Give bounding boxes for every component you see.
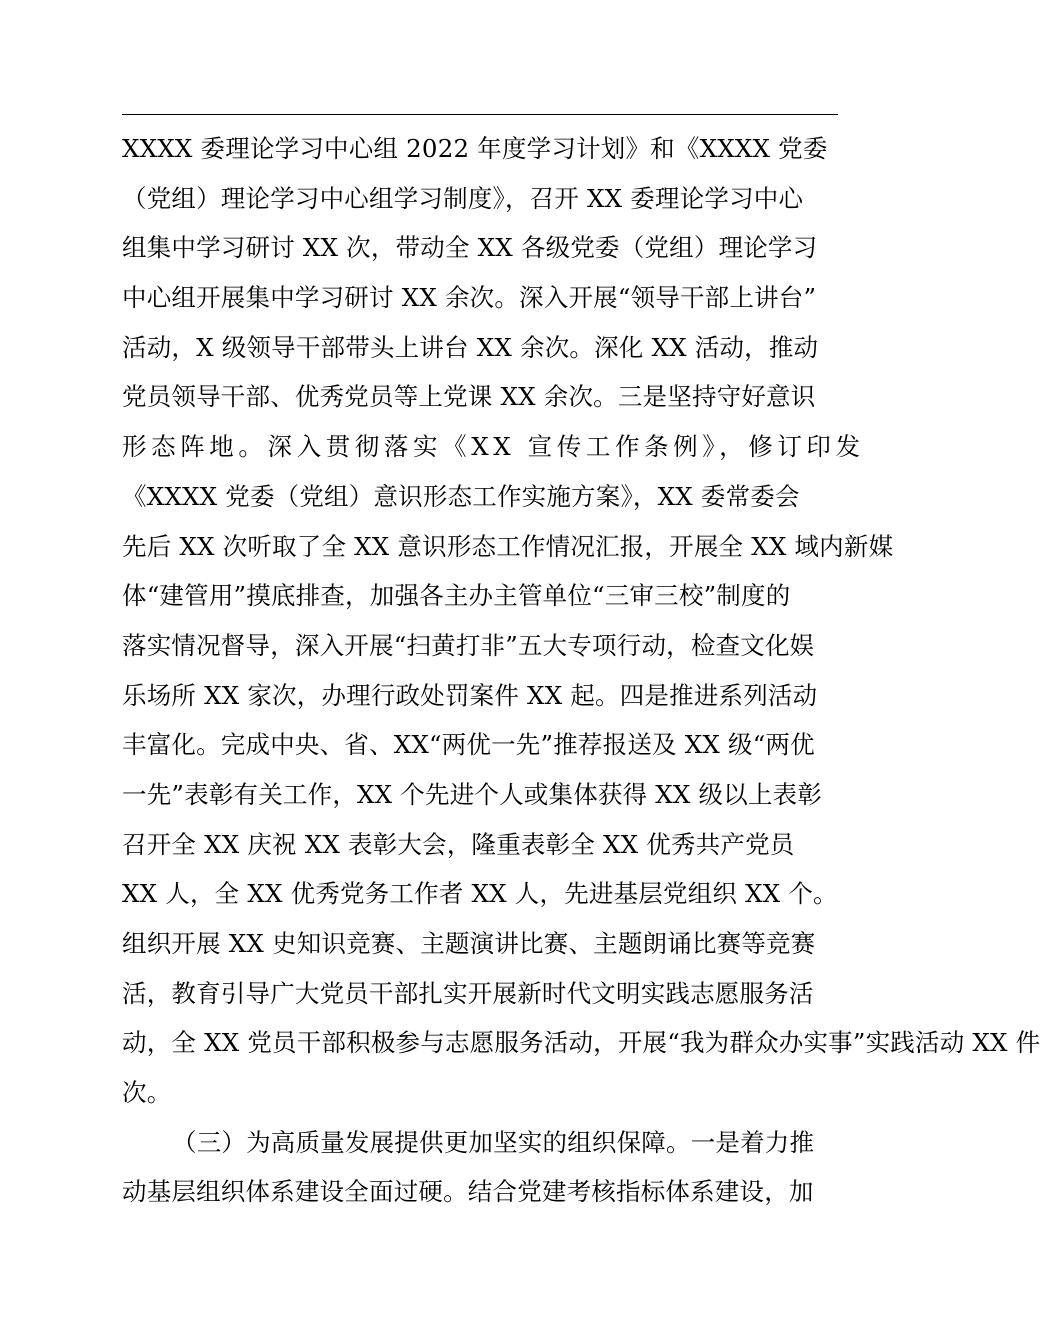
text-line: 乐场所 XX 家次，办理行政处罚案件 XX 起。四是推进系列活动 (122, 680, 818, 710)
text-line: 组集中学习研讨 XX 次，带动全 XX 各级党委（党组）理论学习 (122, 233, 818, 263)
text-line: 《XXXX 党委（党组）意识形态工作实施方案》，XX 委常委会 (122, 481, 800, 511)
text-line: 活动，X 级领导干部带头上讲台 XX 余次。深化 XX 活动，推动 (122, 332, 819, 362)
text-line: 体“建管用”摸底排查，加强各主办主管单位“三审三校”制度的 (122, 581, 791, 611)
text-line: 先后 XX 次听取了全 XX 意识形态工作情况汇报，开展全 XX 域内新媒 (122, 531, 894, 561)
text-line: 中心组开展集中学习研讨 XX 余次。深入开展“领导干部上讲台” (122, 283, 817, 313)
text-line: 次。 (122, 1078, 172, 1108)
text-line: 组织开展 XX 史知识竞赛、主题演讲比赛、主题朗诵比赛等竞赛 (122, 929, 816, 958)
text-line: 动基层组织体系建设全面过硬。结合党建考核指标体系建设，加 (122, 1177, 814, 1207)
text-line: XXXX 委理论学习中心组 2022 年度学习计划》和《XXXX 党委 (122, 134, 828, 163)
text-line: XX 人，全 XX 优秀党务工作者 XX 人，先进基层党组织 XX 个。 (122, 879, 838, 909)
body-text (122, 124, 1040, 1217)
header-rule (122, 114, 838, 115)
text-line: 丰富化。完成中央、省、XX“两优一先”推荐报送及 XX 级“两优 (122, 730, 815, 760)
text-line: 党员领导干部、优秀党员等上党课 XX 余次。三是坚持守好意识 (122, 382, 816, 412)
text-line: （党组）理论学习中心组学习制度》，召开 XX 委理论学习中心 (122, 183, 804, 213)
text-line: 活，教育引导广大党员干部扎实开展新时代文明实践志愿服务活 (122, 978, 814, 1008)
text-line: 动，全 XX 党员干部积极参与志愿服务活动，开展“我为群众办实事”实践活动 XX 件 (122, 1028, 1040, 1058)
text-line: 形态阵地。深入贯彻落实《XX 宣传工作条例》，修订印发 (122, 432, 865, 462)
text-line: 一先”表彰有关工作，XX 个先进个人或集体获得 XX 级以上表彰 (122, 779, 823, 809)
section-heading-line: （三）为高质量发展提供更加坚实的组织保障。一是着力推 (172, 1127, 815, 1157)
text-line: 召开全 XX 庆祝 XX 表彰大会，隆重表彰全 XX 优秀共产党员 (122, 829, 795, 859)
text-line: 落实情况督导，深入开展“扫黄打非”五大专项行动，检查文化娱 (122, 630, 815, 660)
